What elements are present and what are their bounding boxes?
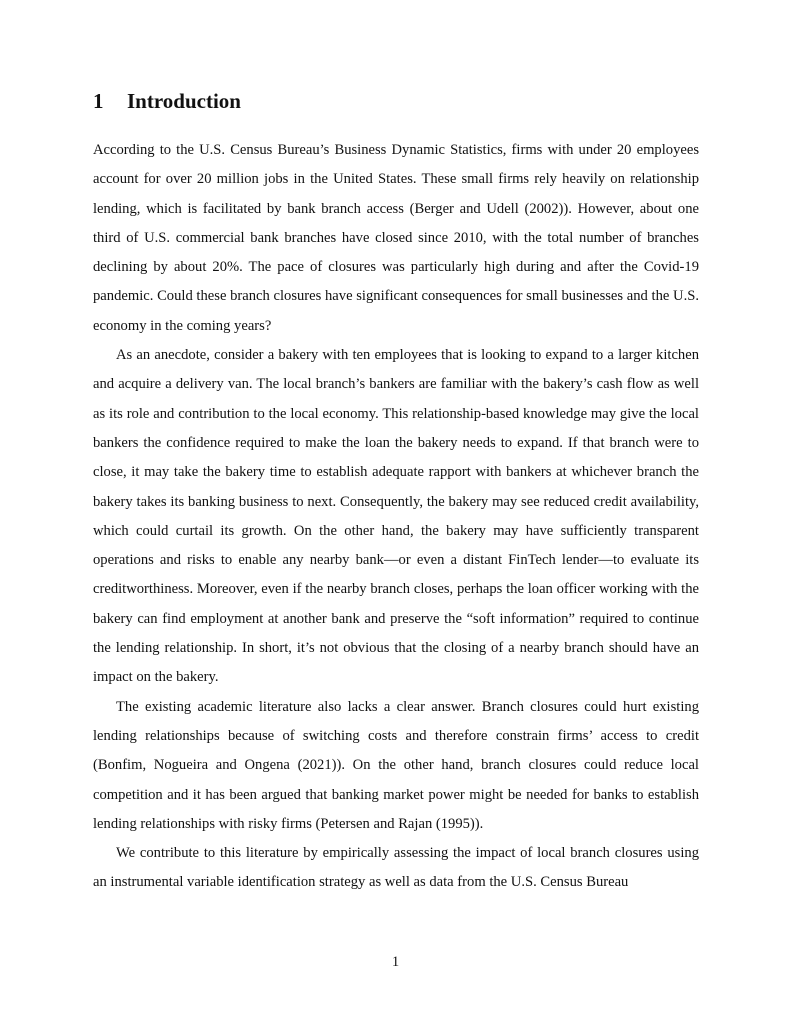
paragraph-3: The existing academic literature also lacks a clear answer. Branch closures could hurt existing lending relationships because of switching costs and therefore constrain firms’ access to credit (Bonfim, Nogueira and Ongena (2021)). On the other hand, branch closures could reduce local competition and it has been argued that banking market power might be needed for banks to establish lending relationships with risky firms (Petersen and Rajan (1995)).: [93, 698, 699, 832]
paragraph-2: As an anecdote, consider a bakery with ten employees that is looking to expand to a larger kitchen and acquire a delivery van. The local branch’s bankers are familiar with the bakery’s cash flow as well as its role and contribution to the local economy. This relationship-based knowledge may give the local bankers the confidence required to make the loan the bakery needs to expand. If that branch were to close, it may take the bakery time to establish adequate rapport with bankers at whichever branch the bakery takes its banking business to next. Consequently, the bakery may see reduced credit availability, which could curtail its growth. On the other hand, the bakery may have sufficiently transparent operations and risks to enable any nearby bank—or even a distant FinTech lender—to evaluate its creditworthiness. Moreover, even if the nearby branch closes, perhaps the loan officer working with the bakery can find employment at another bank and preserve the “soft information” required to continue the lending relationship. In short, it’s not obvious that the closing of a nearby branch should have an impact on the bakery.: [93, 347, 699, 686]
section-number: 1: [93, 89, 104, 113]
body-text: [93, 136, 699, 898]
section-heading: [93, 86, 241, 116]
paragraph-4: We contribute to this literature by empirically assessing the impact of local branch closures using an instrumental variable identification strategy as well as data from the U.S. Census Bureau: [93, 845, 699, 891]
section-title: Introduction: [127, 89, 241, 113]
page-number: 1: [391, 954, 400, 970]
paragraph-1: According to the U.S. Census Bureau’s Business Dynamic Statistics, firms with under 20 employees account for over 20 million jobs in the United States. These small firms rely heavily on relationship lending, which is facilitated by bank branch access (Berger and Udell (2002)). However, about one third of U.S. commercial bank branches have closed since 2010, with the total number of branches declining by about 20%. The pace of closures was particularly high during and after the Covid-19 pandemic. Could these branch closures have significant consequences for small businesses and the U.S. economy in the coming years?: [93, 142, 699, 334]
